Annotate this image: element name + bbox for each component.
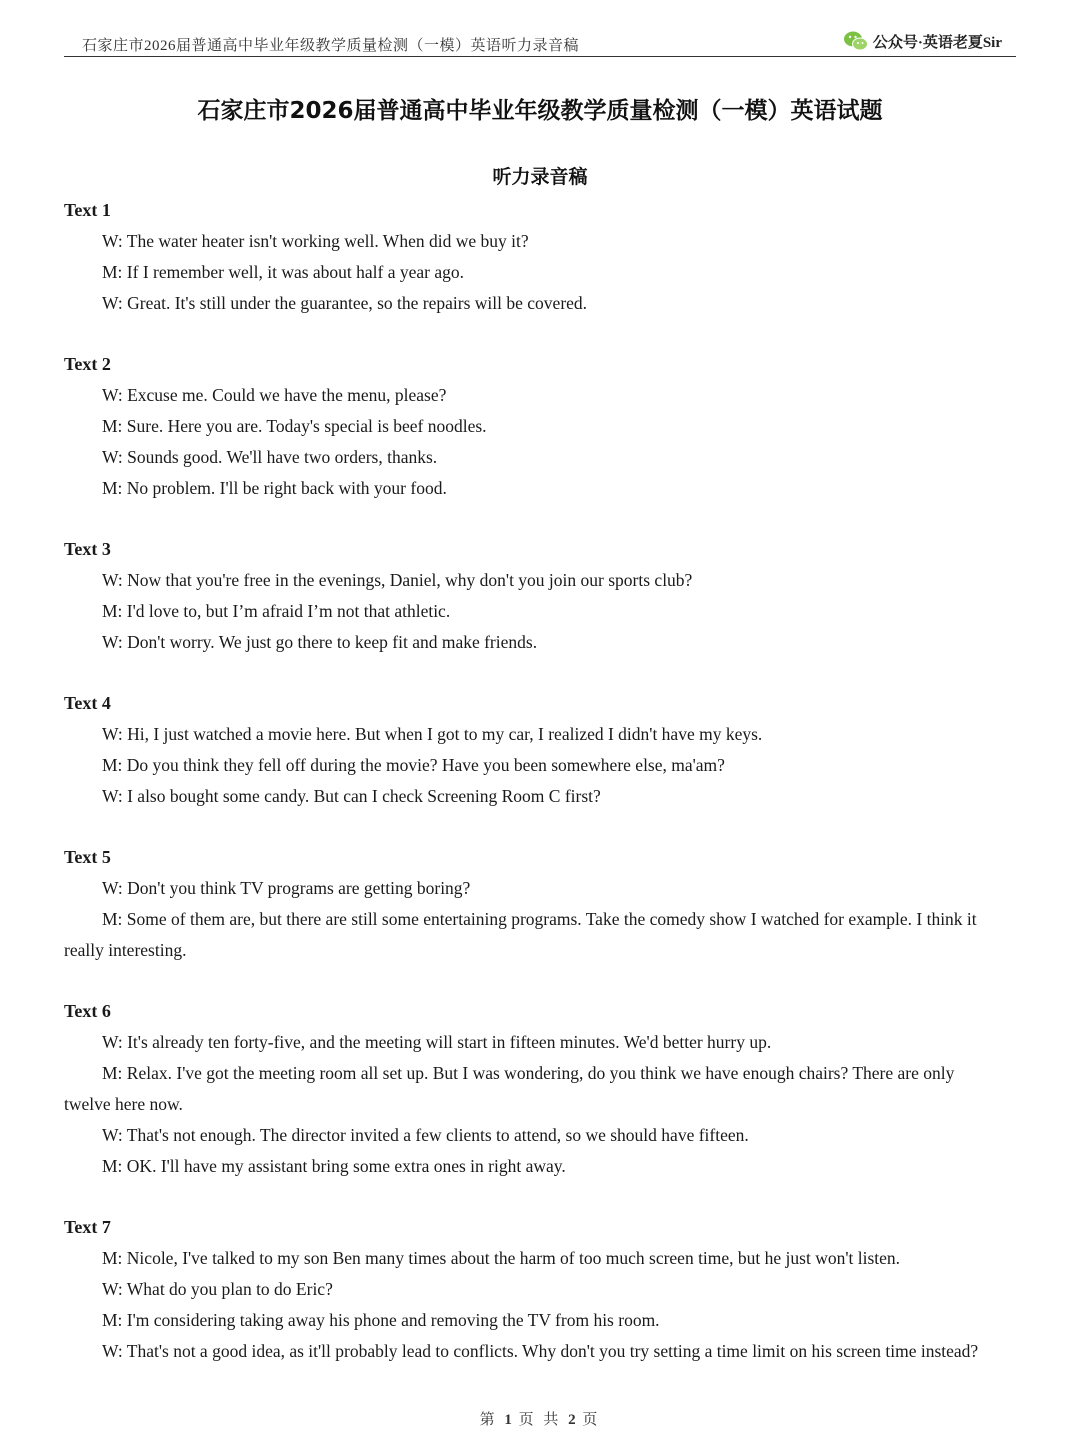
wechat-icon <box>843 30 869 52</box>
dialogue-line: M: Some of them are, but there are still some entertaining programs. Take the comedy show I watched for example. I think it really interesting. <box>64 909 977 960</box>
dialogue-line: M: Do you think they fell off during the movie? Have you been somewhere else, ma'am? <box>102 755 725 775</box>
section-title: Text 6 <box>64 1001 111 1021</box>
dialogue-line: W: It's already ten forty-five, and the meeting will start in fifteen minutes. We'd better hurry up. <box>102 1032 772 1052</box>
header-account[interactable] <box>843 30 1002 52</box>
dialogue-line: W: The water heater isn't working well. When did we buy it? <box>102 231 529 251</box>
dialogue-line: W: Excuse me. Could we have the menu, please? <box>102 385 447 405</box>
transcript-section <box>64 1212 1004 1367</box>
transcript-section <box>64 349 1004 504</box>
transcript-content <box>64 195 1004 1397</box>
page-title: 石家庄市2026届普通高中毕业年级教学质量检测（一模）英语试题 <box>197 98 883 124</box>
dialogue-line: M: No problem. I'll be right back with your food. <box>102 478 447 498</box>
transcript-section <box>64 842 1004 966</box>
dialogue-line: W: That's not a good idea, as it'll probably lead to conflicts. Why don't you try setting a time limit on his screen time instead? <box>102 1341 979 1361</box>
dialogue-line: M: Sure. Here you are. Today's special is beef noodles. <box>102 416 487 436</box>
header-account-name: 公众号·英语老夏Sir <box>872 34 1002 51</box>
section-title: Text 4 <box>64 693 111 713</box>
footer-total-pages: 2 <box>568 1412 576 1428</box>
dialogue-line: M: I'd love to, but I’m afraid I’m not that athletic. <box>102 601 451 621</box>
transcript-section <box>64 996 1004 1182</box>
dialogue-line: W: I also bought some candy. But can I check Screening Room C first? <box>102 786 601 806</box>
dialogue-line: W: Don't you think TV programs are getting boring? <box>102 878 471 898</box>
dialogue-line: W: What do you plan to do Eric? <box>102 1279 333 1299</box>
dialogue-line: M: I'm considering taking away his phone and removing the TV from his room. <box>102 1310 660 1330</box>
footer-prefix: 第 <box>479 1412 498 1428</box>
dialogue-line: W: Hi, I just watched a movie here. But when I got to my car, I realized I didn't have my keys. <box>102 724 763 744</box>
transcript-section <box>64 688 1004 812</box>
dialogue-line: M: If I remember well, it was about half a year ago. <box>102 262 465 282</box>
header-document-title: 石家庄市2026届普通高中毕业年级教学质量检测（一模）英语听力录音稿 <box>82 38 580 54</box>
footer-mid: 页 共 <box>518 1412 562 1428</box>
dialogue-line: W: Now that you're free in the evenings, Daniel, why don't you join our sports club? <box>102 570 693 590</box>
section-title: Text 3 <box>64 539 111 559</box>
footer-page-number: 1 <box>504 1412 512 1428</box>
dialogue-line: M: Relax. I've got the meeting room all set up. But I was wondering, do you think we have enough chairs? There are only twelve here now. <box>64 1063 955 1114</box>
dialogue-line: W: That's not enough. The director invited a few clients to attend, so we should have fifteen. <box>102 1125 749 1145</box>
section-title: Text 1 <box>64 200 111 220</box>
page-subtitle: 听力录音稿 <box>492 166 588 188</box>
footer-suffix: 页 <box>582 1412 601 1428</box>
dialogue-line: M: Nicole, I've talked to my son Ben many times about the harm of too much screen time, but he just won't listen. <box>102 1248 901 1268</box>
section-title: Text 2 <box>64 354 111 374</box>
dialogue-line: M: OK. I'll have my assistant bring some extra ones in right away. <box>102 1156 566 1176</box>
transcript-section <box>64 195 1004 319</box>
page-header <box>64 28 1016 57</box>
page-footer <box>0 1408 1080 1429</box>
dialogue-line: W: Great. It's still under the guarantee, so the repairs will be covered. <box>102 293 588 313</box>
section-title: Text 5 <box>64 847 111 867</box>
section-title: Text 7 <box>64 1217 111 1237</box>
transcript-section <box>64 534 1004 658</box>
dialogue-line: W: Don't worry. We just go there to keep fit and make friends. <box>102 632 538 652</box>
dialogue-line: W: Sounds good. We'll have two orders, thanks. <box>102 447 438 467</box>
